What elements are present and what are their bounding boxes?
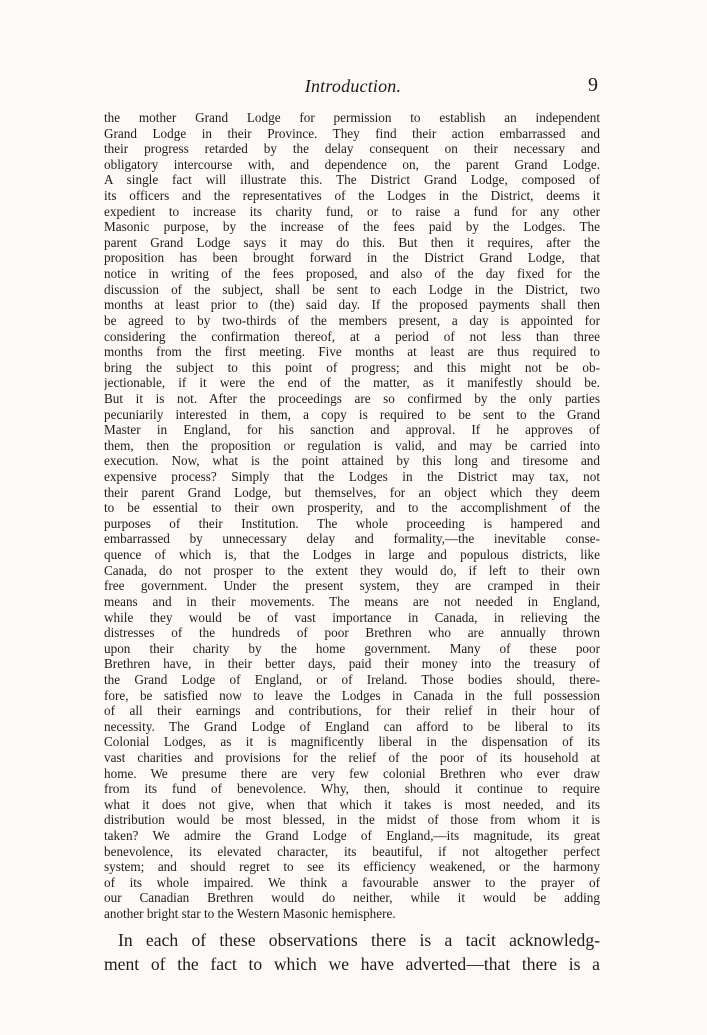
text-line: its officers and the representatives of the Lodges in the District, deems it (104, 188, 600, 204)
body-text (104, 110, 600, 976)
page-number: 9 (588, 74, 598, 96)
text-line: the Grand Lodge of England, or of Ireland. Those bodies should, there- (104, 671, 600, 687)
text-line: months at least prior to (the) said day. If the proposed payments shall then (104, 297, 600, 313)
text-line: taken? We admire the Grand Lodge of England,—its magnitude, its great (104, 828, 600, 844)
text-line: our Canadian Brethren would do neither, while it would be adding (104, 890, 600, 906)
text-line: while they would be of vast importance in Canada, in relieving the (104, 609, 600, 625)
text-line: of all their earnings and contributions, for their relief in their hour of (104, 703, 600, 719)
text-line: what it does not give, when that which it takes is most needed, and its (104, 796, 600, 812)
text-line: Colonial Lodges, as it is magnificently liberal in the dispensation of its (104, 734, 600, 750)
text-line: Grand Lodge in their Province. They find their action embarrassed and (104, 125, 600, 141)
text-line: execution. Now, what is the point attained by this long and tiresome and (104, 453, 600, 469)
text-line: another bright star to the Western Masonic hemisphere. (104, 906, 396, 922)
running-head (104, 76, 602, 100)
text-line: Canada, do not prosper to the extent they would do, if left to their own (104, 562, 600, 578)
text-line: be agreed to by two-thirds of the members present, a day is appointed for (104, 312, 600, 328)
text-line: considering the confirmation thereof, at a period of not less than three (104, 328, 600, 344)
text-line: Masonic purpose, by the increase of the fees paid by the Lodges. The (104, 219, 600, 235)
text-line: embarrassed by unnecessary delay and formality,—the inevitable conse- (104, 531, 600, 547)
text-line: system; and should regret to see its efficiency weakened, or the harmony (104, 859, 600, 875)
text-line: jectionable, if it were the end of the matter, as it manifestly should be. (104, 375, 600, 391)
text-line: their parent Grand Lodge, but themselves, for an object which they deem (104, 484, 600, 500)
paragraph-main (104, 928, 600, 976)
text-line: the mother Grand Lodge for permission to establish an independent (104, 110, 600, 125)
text-line: upon their charity by the home government. Many of these poor (104, 640, 600, 656)
text-line: distribution would be most blessed, in the midst of those from whom it is (104, 812, 600, 828)
text-line: bring the subject to this point of progress; and this might not be ob- (104, 359, 600, 375)
paragraph-quoted (104, 110, 600, 922)
text-line: Brethren have, in their better days, paid their money into the treasury of (104, 656, 600, 672)
text-line: expedient to increase its charity fund, or to raise a fund for any other (104, 203, 600, 219)
text-line: free government. Under the present system, they are cramped in their (104, 578, 600, 594)
text-line: months from the first meeting. Five months at least are thus required to (104, 344, 600, 360)
text-line: quence of which is, that the Lodges in large and populous districts, like (104, 547, 600, 563)
text-line: necessity. The Grand Lodge of England can afford to be liberal to its (104, 718, 600, 734)
text-line: proposition has been brought forward in the District Grand Lodge, that (104, 250, 600, 266)
text-line: home. We presume there are very few colonial Brethren who ever draw (104, 765, 600, 781)
running-title: Introduction. (304, 76, 402, 96)
text-line: pecuniarily interested in them, a copy is required to be sent to the Grand (104, 406, 600, 422)
text-line: discussion of the subject, shall be sent to each Lodge in the District, two (104, 281, 600, 297)
text-line: parent Grand Lodge says it may do this. But then it requires, after the (104, 234, 600, 250)
text-line: vast charities and provisions for the relief of the poor of its household at (104, 749, 600, 765)
text-line: notice in writing of the fees proposed, and also of the day fixed for the (104, 266, 600, 282)
text-line: their progress retarded by the delay consequent on their necessary and (104, 141, 600, 157)
text-line: A single fact will illustrate this. The District Grand Lodge, composed of (104, 172, 600, 188)
text-line: from its fund of benevolence. Why, then, should it continue to require (104, 781, 600, 797)
text-line: means and in their movements. The means are not needed in England, (104, 593, 600, 609)
text-line: of its whole impaired. We think a favourable answer to the prayer of (104, 874, 600, 890)
text-line: fore, be satisfied now to leave the Lodges in Canada in the full possession (104, 687, 600, 703)
text-line: to be essential to their own prosperity, and to the accomplishment of the (104, 500, 600, 516)
text-line: distresses of the hundreds of poor Brethren who are annually thrown (104, 625, 600, 641)
text-line: Master in England, for his sanction and approval. If he approves of (104, 422, 600, 438)
text-line: ment of the fact to which we have adverted—that there is a (104, 953, 600, 974)
text-line: But it is not. After the proceedings are so confirmed by the only parties (104, 390, 600, 406)
text-line: obligatory intercourse with, and dependence on, the parent Grand Lodge. (104, 156, 600, 172)
text-line: purposes of their Institution. The whole proceeding is hampered and (104, 515, 600, 531)
text-line: In each of these observations there is a tacit acknowledg- (118, 929, 600, 950)
text-line: them, then the proposition or regulation is valid, and may be carried into (104, 437, 600, 453)
text-line: benevolence, its elevated character, its beautiful, if not altogether perfect (104, 843, 600, 859)
text-line: expensive process? Simply that the Lodges in the District may tax, not (104, 469, 600, 485)
